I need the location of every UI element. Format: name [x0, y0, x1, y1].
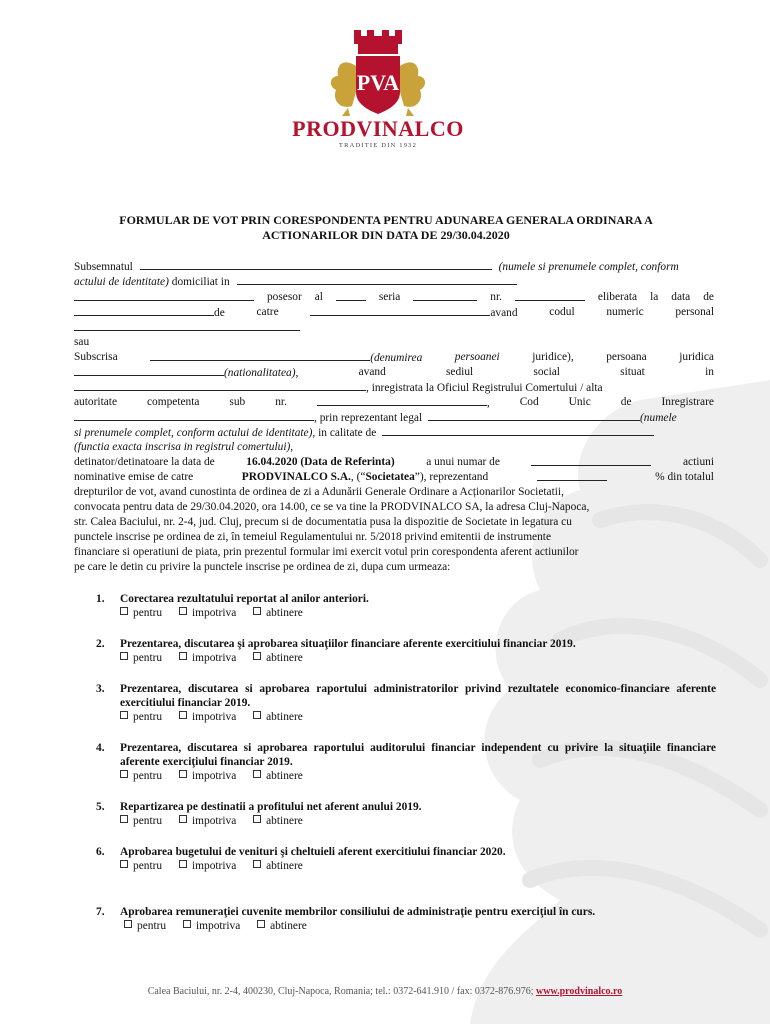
form-line-subsemnatul: Subsemnatul (numele si prenumele complet, conform: [74, 261, 679, 273]
agenda-item: 2. Prezentarea, discutarea şi aprobarea situaţiilor financiare aferente exercitiului financiar 2019. pentru impotriva abtinere: [96, 637, 716, 665]
vote-pentru-checkbox[interactable]: pentru: [120, 710, 162, 724]
form-line-cnp: [74, 320, 714, 335]
vote-impotriva-checkbox[interactable]: impotriva: [179, 859, 236, 873]
form-line-inregistrata: , inregistrata la Oficiul Registrului Comertului / alta: [74, 380, 714, 395]
form-line-posesor: posesor al seria nr. eliberata la data de: [74, 290, 714, 304]
agenda-item: 7. Aprobarea remuneraţiei cuvenite membrilor consiliului de administraţie pentru exerciţiul în curs. pentru impotriva abtinere: [96, 905, 716, 933]
agenda-item-title: Repartizarea pe destinatii a profitului net aferent anului 2019.: [120, 801, 422, 813]
agenda-item: 3. Prezentarea, discutarea si aprobarea raportului administratorilor privind rezultatele economico-financiare aferente exercitiului financiar 2019. pentru impotriva abtinere: [96, 683, 716, 723]
form-line-domiciliat: actului de identitate) domiciliat in: [74, 274, 714, 289]
brand-tagline: TRADITIE DIN 1932: [338, 142, 418, 149]
address-blank[interactable]: [237, 274, 517, 285]
vote-pentru-checkbox[interactable]: pentru: [120, 606, 162, 620]
agenda-item: 4. Prezentarea, discutarea si aprobarea raportului auditorului financiar independent cu privire la situaţiile financiare aferente exerciţiului financiar 2019. pentru impotriva abtinere: [96, 742, 716, 782]
vote-abtinere-checkbox[interactable]: abtinere: [253, 859, 303, 873]
agenda-item-title: Corectarea rezultatului reportat al anilor anteriori.: [120, 593, 369, 605]
vote-options: [120, 769, 716, 783]
vote-abtinere-checkbox[interactable]: abtinere: [253, 769, 303, 783]
agenda-item: 1. Corectarea rezultatului reportat al anilor anteriori. pentru impotriva abtinere: [96, 592, 716, 620]
form-line-catre: de catre avand codul numeric personal: [74, 305, 714, 320]
vote-abtinere-checkbox[interactable]: abtinere: [253, 651, 303, 665]
vote-pentru-checkbox[interactable]: pentru: [120, 769, 162, 783]
vote-impotriva-checkbox[interactable]: impotriva: [183, 919, 240, 933]
form-paragraph-line-5: financiare si operatiuni de piata, prin prezentul formular imi exercit votul prin corespondenta aferent actiunilor: [74, 546, 579, 558]
representative-blank[interactable]: [428, 410, 640, 421]
vote-options: [120, 651, 716, 665]
address-blank-2[interactable]: [74, 290, 254, 301]
vote-abtinere-checkbox[interactable]: abtinere: [257, 919, 307, 933]
vote-pentru-checkbox[interactable]: pentru: [120, 859, 162, 873]
name-blank[interactable]: [140, 259, 492, 270]
form-line-functia: (functia exacta inscrisa in registrul comertului),: [74, 441, 294, 453]
vote-pentru-checkbox[interactable]: pentru: [120, 651, 162, 665]
vote-pentru-checkbox[interactable]: pentru: [120, 814, 162, 828]
agenda-item: 6. Aprobarea bugetului de venituri şi cheltuieli aferent exercitiului financiar 2020. pentru impotriva abtinere: [96, 845, 716, 873]
footer-website-link[interactable]: www.prodvinalco.ro: [535, 986, 623, 997]
vote-options: [120, 814, 716, 828]
form-line-nominative: nominative emise de catre PRODVINALCO S.A., (“Societatea”), reprezentand % din totalul: [74, 471, 714, 483]
form-line-reprezentant: , prin reprezentant legal (numele: [74, 410, 714, 425]
agenda-item-title: Prezentarea, discutarea şi aprobarea situaţiilor financiare aferente exercitiului financiar 2019.: [120, 638, 576, 650]
agenda-item: 5. Repartizarea pe destinatii a profitului net aferent anului 2019. pentru impotriva abtinere: [96, 800, 716, 828]
vote-pentru-checkbox[interactable]: pentru: [124, 919, 166, 933]
title-line-1: FORMULAR DE VOT PRIN CORESPONDENTA PENTRU ADUNAREA GENERALA ORDINARA A: [119, 213, 653, 227]
form-paragraph-line-2: convocata pentru data de 29/30.04.2020, ora 14.00, ce se va tine la PRODVINALCO SA, la adresa Cluj-Napoca,: [74, 501, 590, 513]
form-line-subscrisa: Subscrisa (denumirea persoanei juridice), persoana juridica: [74, 351, 714, 364]
brand-name: PRODVINALCO: [292, 116, 464, 141]
issuer-blank[interactable]: [310, 305, 490, 316]
vote-abtinere-checkbox[interactable]: abtinere: [253, 814, 303, 828]
form-paragraph-line-4: punctele inscrise pe ordinea de zi, în temeiul Regulamentului nr. 5/2018 privind emitentii de instrumente: [74, 531, 552, 543]
agenda-item-title: Prezentarea, discutarea si aprobarea raportului auditorului financiar independent cu privire la situaţiile financiare aferente exerciţiului financiar 2019.: [120, 742, 716, 768]
logo-pva-text: PVA: [356, 70, 400, 95]
form-paragraph-line-6: pe care le detin cu privire la punctele inscrise pe ordinea de zi, dupa cum urmeaza:: [74, 561, 451, 573]
title-line-2: ACTIONARILOR DIN DATA DE 29/30.04.2020: [262, 228, 510, 242]
id-series-blank[interactable]: [413, 290, 477, 301]
vote-impotriva-checkbox[interactable]: impotriva: [179, 769, 236, 783]
vote-impotriva-checkbox[interactable]: impotriva: [179, 710, 236, 724]
percent-blank[interactable]: [537, 470, 607, 481]
form-line-detinator: detinator/detinatoare la data de 16.04.2020 (Data de Referinta) a unui numar de actiuni: [74, 456, 714, 468]
document-title: [78, 213, 694, 243]
vote-impotriva-checkbox[interactable]: impotriva: [179, 606, 236, 620]
agenda-item-title: Prezentarea, discutarea si aprobarea raportului administratorilor privind rezultatele economico-financiare aferente exercitiului financiar 2019.: [120, 683, 716, 709]
vote-options: [124, 919, 716, 933]
form-line-sau: sau: [74, 336, 90, 348]
shares-count-blank[interactable]: [531, 455, 651, 466]
page-footer: [0, 986, 770, 997]
form-line-autoritate: autoritate competenta sub nr. , Cod Unic de Inregistrare: [74, 396, 714, 409]
vote-options: [120, 606, 716, 620]
cnp-blank[interactable]: [74, 320, 300, 331]
vote-impotriva-checkbox[interactable]: impotriva: [179, 814, 236, 828]
id-type-blank[interactable]: [336, 290, 366, 301]
agenda-item-title: Aprobarea remuneraţiei cuvenite membrilor consiliului de administraţie pentru exerciţiul în curs.: [120, 906, 596, 918]
company-name-blank[interactable]: [150, 350, 370, 361]
footer-address: Calea Baciului, nr. 2-4, 400230, Cluj-Napoca, Romania; tel.: 0372-641.910 / fax: 0372-876.976;: [147, 986, 534, 997]
vote-impotriva-checkbox[interactable]: impotriva: [179, 651, 236, 665]
id-number-blank[interactable]: [515, 290, 585, 301]
registration-number-blank[interactable]: [317, 395, 487, 406]
vote-options: [120, 710, 716, 724]
vote-abtinere-checkbox[interactable]: abtinere: [253, 710, 303, 724]
vote-options: [120, 859, 716, 873]
agenda-item-title: Aprobarea bugetului de venituri şi cheltuieli aferent exercitiului financiar 2020.: [120, 846, 506, 858]
headquarters-blank[interactable]: [74, 380, 366, 391]
nationality-blank[interactable]: [74, 365, 224, 376]
form-paragraph-line-1: drepturilor de vot, avand cunostinta de ordinea de zi a Adunării Generale Ordinare a Acționarilor Societatii,: [74, 486, 564, 498]
vote-abtinere-checkbox[interactable]: abtinere: [253, 606, 303, 620]
role-blank[interactable]: [382, 425, 654, 436]
cui-blank[interactable]: [74, 410, 314, 421]
form-paragraph-line-3: str. Calea Baciului, nr. 2-4, jud. Cluj, precum si de documentatia pusa la dispozitie de Societate in legatura cu: [74, 516, 572, 528]
form-line-nationalitatea: (nationalitatea), avand sediul social situat in: [74, 365, 714, 380]
form-line-calitate: si prenumele complet, conform actului de identitate), in calitate de: [74, 425, 714, 440]
issue-date-blank[interactable]: [74, 305, 214, 316]
